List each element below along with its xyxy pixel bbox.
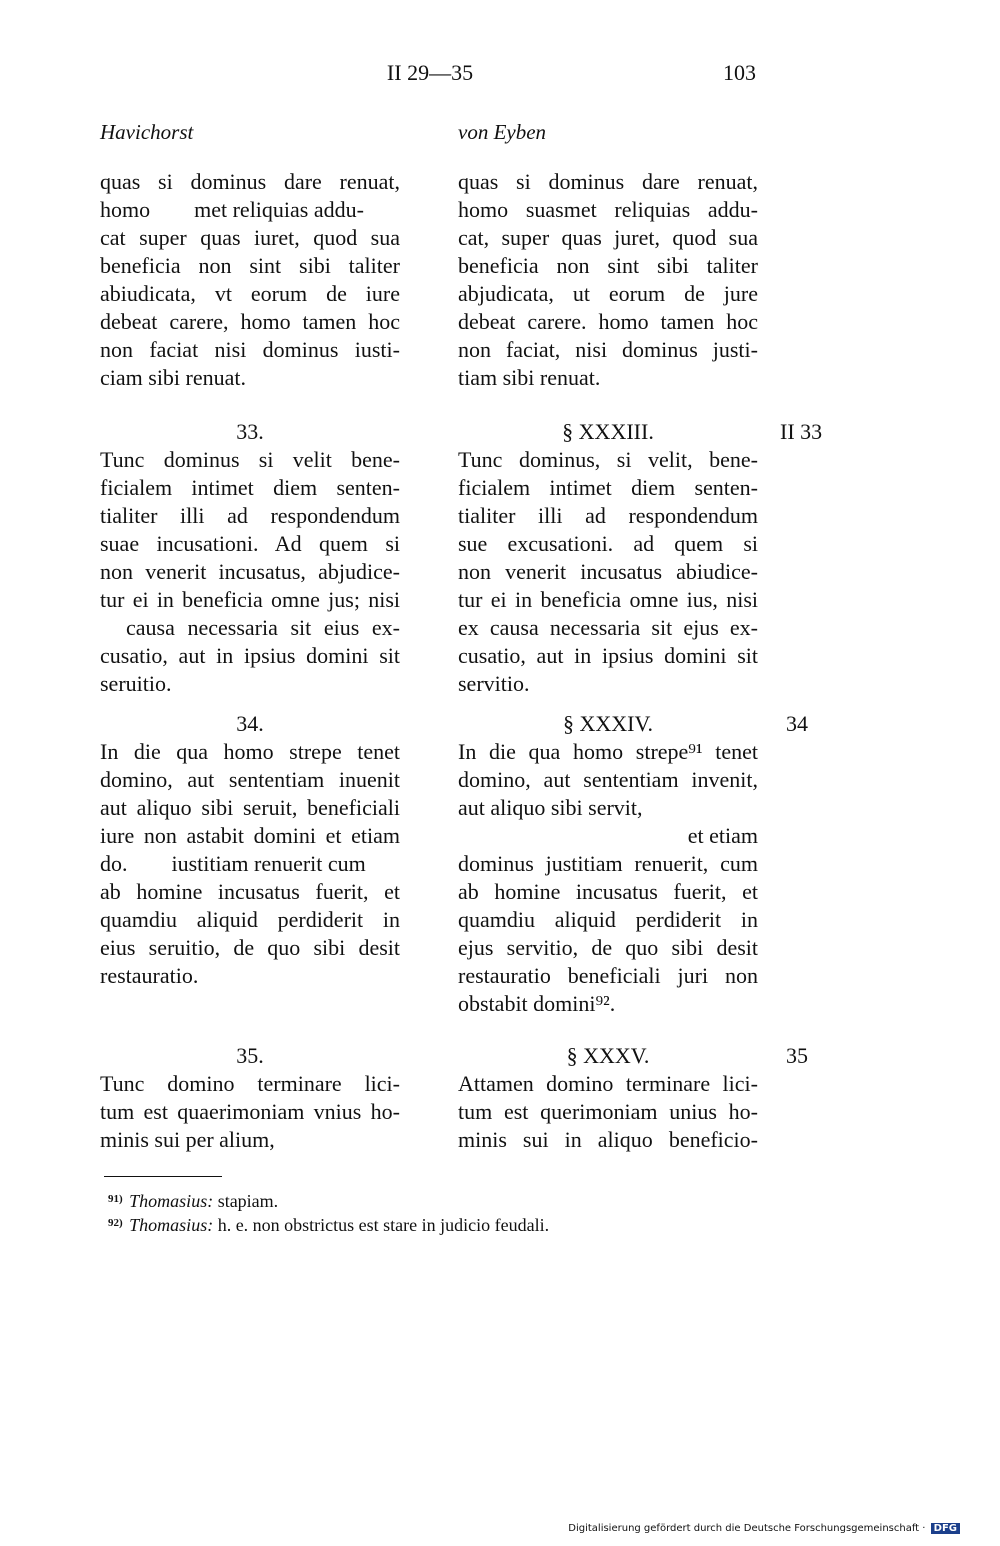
left-line: ab homine incusatus fuerit, et: [100, 879, 400, 904]
right-line: minis sui in aliquo beneficio-: [458, 1127, 758, 1152]
footnote-author: Thomasius:: [129, 1191, 214, 1211]
margin-number-34: 34: [786, 711, 808, 736]
margin-number-35: 35: [786, 1043, 808, 1068]
right-line: tum est querimoniam unius ho-: [458, 1099, 758, 1124]
right-column-title: von Eyben: [458, 120, 547, 144]
left-line: quas si dominus dare renuat,: [100, 169, 400, 194]
right-line: beneficia non sint sibi taliter: [458, 253, 758, 278]
left-line: aut aliquo sibi seruit, beneficiali: [100, 795, 400, 820]
right-line: abjudicata, ut eorum de jure: [458, 281, 758, 306]
footnote-text: h. e. non obstrictus est stare in judicio feudali.: [217, 1215, 550, 1235]
right-line: domino, aut sententiam invenit,: [458, 767, 758, 792]
footnote-rule: [104, 1176, 222, 1177]
left-line: tum est quaerimoniam vnius ho-: [100, 1099, 400, 1124]
left-section-35: 35.: [236, 1043, 264, 1068]
left-line: abiudicata, vt eorum de iure: [100, 281, 400, 306]
credit-text: Digitalisierung gefördert durch die Deutsche Forschungsgemeinschaft ·: [568, 1523, 926, 1534]
left-line: domino, aut sententiam inuenit: [100, 767, 400, 792]
left-line: non faciat nisi dominus iusti-: [100, 337, 400, 362]
right-line: restauratio beneficiali juri non: [458, 963, 758, 988]
right-line: non venerit incusatus abiudice-: [458, 559, 758, 584]
right-section-xxxiv: § XXXIV.: [562, 711, 654, 736]
left-line: beneficia non sint sibi taliter: [100, 253, 400, 278]
left-line: cat super quas iuret, quod sua: [100, 225, 400, 250]
left-line: eius seruitio, de quo sibi desit: [100, 935, 400, 960]
left-section-34: 34.: [236, 711, 264, 736]
right-line: obstabit domini⁹².: [458, 991, 616, 1016]
right-line: In die qua homo strepe⁹¹ tenet: [458, 739, 758, 764]
page-number: 103: [723, 60, 756, 85]
digitization-credit: [568, 1523, 960, 1534]
footnote-mark: 91): [108, 1193, 123, 1205]
left-line: quamdiu aliquid perdiderit in: [100, 907, 400, 932]
left-column-title: Havichorst: [100, 120, 194, 144]
left-line: tialiter illi ad respondendum: [100, 503, 400, 528]
left-line: do. iustitiam renuerit cum: [100, 851, 366, 876]
right-line: dominus justitiam renuerit, cum: [458, 851, 758, 876]
right-line: tialiter illi ad respondendum: [458, 503, 758, 528]
right-line: sue excusationi. ad quem si: [458, 531, 758, 556]
page-range-header: II 29—35: [386, 60, 474, 85]
right-line: Tunc dominus, si velit, bene-: [458, 447, 758, 472]
left-line: cusatio, aut in ipsius domini sit: [100, 643, 400, 668]
right-line: homo suasmet reliquias addu-: [458, 197, 758, 222]
dfg-logo: DFG: [931, 1523, 960, 1534]
footnote-mark: 92): [108, 1217, 123, 1229]
right-line: ejus servitio, de quo sibi desit: [458, 935, 758, 960]
right-line: servitio.: [458, 671, 530, 696]
right-line: ab homine incusatus fuerit, et: [458, 879, 758, 904]
left-line: Tunc domino terminare lici-: [100, 1071, 400, 1096]
left-line: In die qua homo strepe tenet: [100, 739, 400, 764]
left-line: Tunc dominus si velit bene-: [100, 447, 400, 472]
right-line: cusatio, aut in ipsius domini sit: [458, 643, 758, 668]
left-line: restauratio.: [100, 963, 199, 988]
left-line: suae incusationi. Ad quem si: [100, 531, 400, 556]
left-line: minis sui per alium,: [100, 1127, 275, 1152]
right-line: ex causa necessaria sit ejus ex-: [458, 615, 758, 640]
left-line: non venerit incusatus, abjudice-: [100, 559, 400, 584]
right-line: aut aliquo sibi servit,: [458, 795, 643, 820]
right-line: Attamen domino terminare lici-: [458, 1071, 758, 1096]
left-line: ciam sibi renuat.: [100, 365, 247, 390]
right-section-xxxiii: § XXXIII.: [562, 419, 654, 444]
right-line: et etiam: [687, 823, 758, 848]
right-section-xxxv: § XXXV.: [566, 1043, 650, 1068]
right-line: tiam sibi renuat.: [458, 365, 601, 390]
right-line: non faciat, nisi dominus justi-: [458, 337, 758, 362]
left-line: seruitio.: [100, 671, 172, 696]
left-line: debeat carere, homo tamen hoc: [100, 309, 400, 334]
right-line: quamdiu aliquid perdiderit in: [458, 907, 758, 932]
right-line: quas si dominus dare renuat,: [458, 169, 758, 194]
left-line: iure non astabit domini et etiam: [100, 823, 400, 848]
footnote-author: Thomasius:: [129, 1215, 214, 1235]
right-line: tur ei in beneficia omne ius, nisi: [458, 587, 758, 612]
margin-number-ii-33: II 33: [780, 419, 823, 444]
left-line: homo met reliquias addu-: [100, 197, 364, 222]
right-line: debeat carere. homo tamen hoc: [458, 309, 758, 334]
right-line: ficialem intimet diem senten-: [458, 475, 758, 500]
footnote-text: stapiam.: [217, 1191, 279, 1211]
left-line: causa necessaria sit eius ex-: [126, 615, 400, 640]
left-section-33: 33.: [236, 419, 264, 444]
left-line: tur ei in beneficia omne jus; nisi: [100, 587, 400, 612]
right-line: cat, super quas juret, quod sua: [458, 225, 758, 250]
footnote-92: [108, 1210, 549, 1238]
left-line: ficialem intimet diem senten-: [100, 475, 400, 500]
